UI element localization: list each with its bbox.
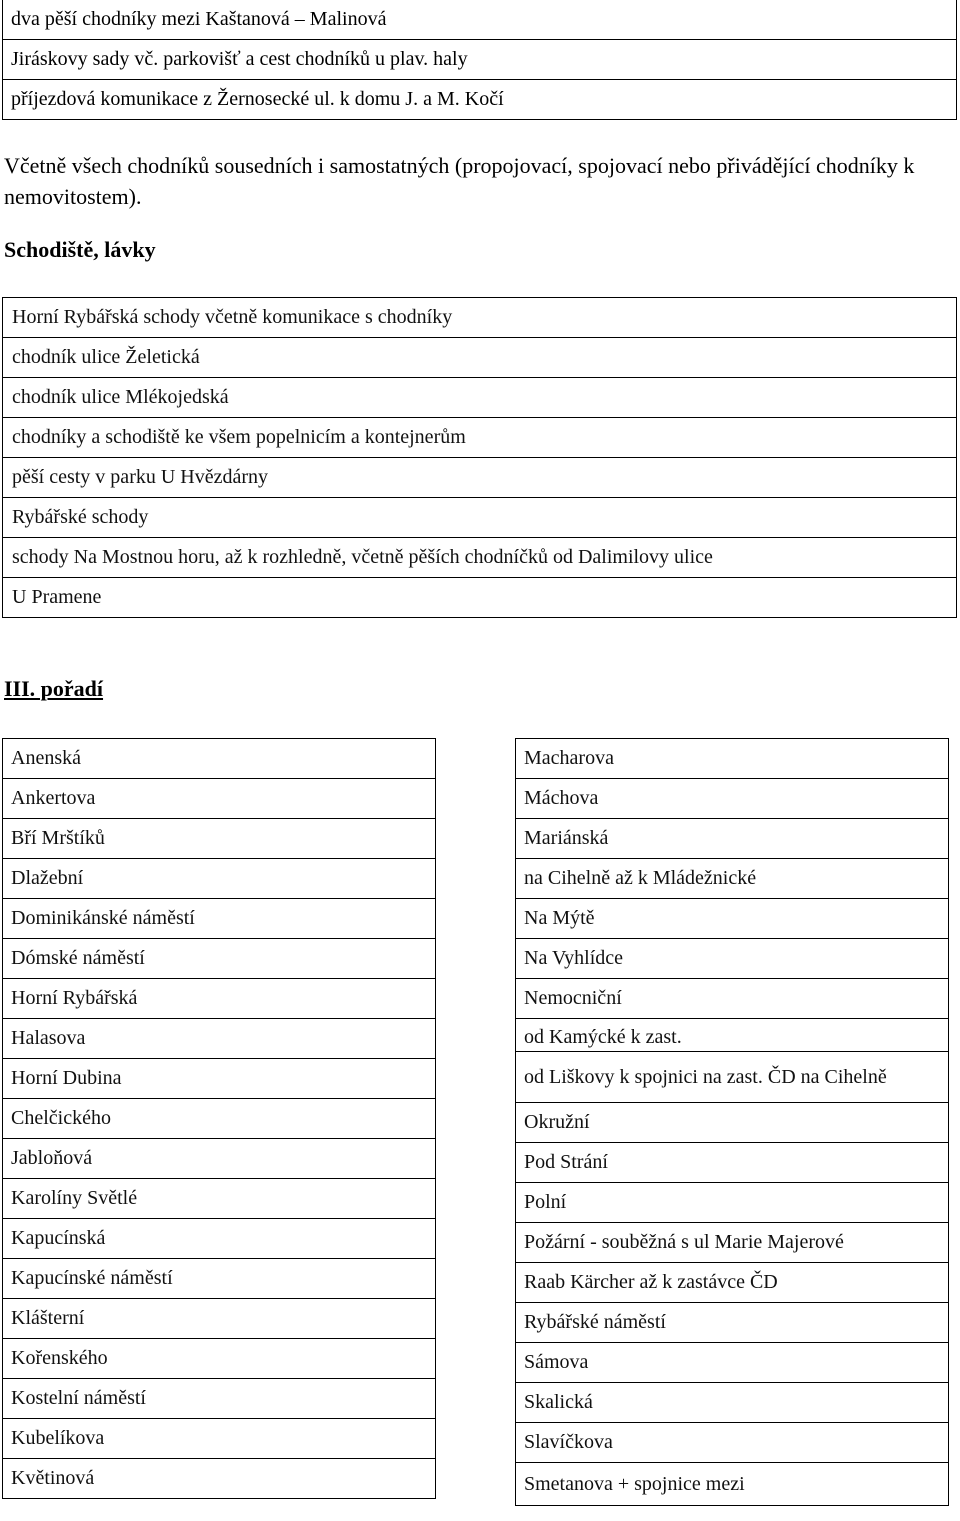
table-row — [3, 578, 957, 618]
section-heading-stairs: Schodiště, lávky — [4, 237, 156, 262]
table-cell: příjezdová komunikace z Žernosecké ul. k domu J. a M. Kočí — [3, 80, 957, 120]
table-row — [3, 0, 957, 40]
table-cell: Anenská — [3, 739, 436, 779]
table-cell: pěší cesty v parku U Hvězdárny — [3, 458, 957, 498]
table-row — [3, 899, 436, 939]
table-cell: Klášterní — [3, 1299, 436, 1339]
table-cell: schody Na Mostnou horu, až k rozhledně, včetně pěších chodníčků od Dalimilovy ulice — [3, 538, 957, 578]
table-row — [516, 739, 949, 779]
table-row — [3, 378, 957, 418]
table-row — [516, 859, 949, 899]
table-row — [3, 40, 957, 80]
table-cell: Na Vyhlídce — [516, 939, 949, 979]
table-row — [3, 1179, 436, 1219]
table-row — [516, 979, 949, 1019]
table-cell: Macharova — [516, 739, 949, 779]
street-list-left — [2, 738, 436, 1499]
table-row — [516, 1343, 949, 1383]
table-cell: dva pěší chodníky mezi Kaštanová – Malinová — [3, 0, 957, 40]
table-row — [516, 1143, 949, 1183]
table-row — [3, 739, 436, 779]
table-cell: Kořenského — [3, 1339, 436, 1379]
table-cell: Dómské náměstí — [3, 939, 436, 979]
table-cell: chodník ulice Želetická — [3, 338, 957, 378]
table-cell: Skalická — [516, 1383, 949, 1423]
table-row — [3, 1379, 436, 1419]
table-cell: Mariánská — [516, 819, 949, 859]
table-cell: Dlažební — [3, 859, 436, 899]
table-row — [516, 1303, 949, 1343]
table-cell: Požární - souběžná s ul Marie Majerové — [516, 1223, 949, 1263]
table-row — [3, 819, 436, 859]
table-row — [3, 939, 436, 979]
table-row — [516, 1463, 949, 1506]
table-row — [3, 1299, 436, 1339]
table-row — [516, 819, 949, 859]
table-cell: Ankertova — [3, 779, 436, 819]
table-row — [3, 298, 957, 338]
table-row — [3, 979, 436, 1019]
table-cell: Chelčického — [3, 1099, 436, 1139]
table-row — [3, 1259, 436, 1299]
table-cell: Karolíny Světlé — [3, 1179, 436, 1219]
table-cell: chodník ulice Mlékojedská — [3, 378, 957, 418]
table-cell: Horní Rybářská schody včetně komunikace s chodníky — [3, 298, 957, 338]
table-row — [3, 859, 436, 899]
table-cell: Nemocniční — [516, 979, 949, 1019]
table-cell: chodníky a schodiště ke všem popelnicím a kontejnerům — [3, 418, 957, 458]
table-cell: od Kamýcké k zast. — [516, 1019, 949, 1052]
table-row — [3, 1059, 436, 1099]
table-cell: Dominikánské náměstí — [3, 899, 436, 939]
table-cell: Pod Strání — [516, 1143, 949, 1183]
table-row — [3, 1139, 436, 1179]
table-cell: Smetanova + spojnice mezi — [516, 1463, 949, 1506]
table-row — [516, 1263, 949, 1303]
table-cell: Halasova — [3, 1019, 436, 1059]
table-cell: na Cihelně až k Mládežnické — [516, 859, 949, 899]
table-cell: Kapucínská — [3, 1219, 436, 1259]
table-cell: Jabloňová — [3, 1139, 436, 1179]
stairs-table — [2, 297, 957, 618]
table-cell: U Pramene — [3, 578, 957, 618]
table-row — [516, 1223, 949, 1263]
table-row — [3, 1099, 436, 1139]
table-row — [3, 1459, 436, 1499]
table-cell: Horní Rybářská — [3, 979, 436, 1019]
section-heading-order: III. pořadí — [4, 676, 104, 701]
table-cell: Kostelní náměstí — [3, 1379, 436, 1419]
description-paragraph: Včetně všech chodníků sousedních i samostatných (propojovací, spojovací nebo přivádějící chodníky k nemovitostem). — [4, 153, 915, 209]
street-list-right — [515, 738, 949, 1506]
table-row — [3, 80, 957, 120]
table-cell: Na Mýtě — [516, 899, 949, 939]
table-row — [3, 458, 957, 498]
table-row — [3, 1339, 436, 1379]
top-table — [2, 0, 957, 120]
table-cell: Okružní — [516, 1103, 949, 1143]
table-row — [3, 779, 436, 819]
table-row — [516, 1103, 949, 1143]
table-row — [516, 1019, 949, 1052]
table-row — [3, 1219, 436, 1259]
table-row — [3, 338, 957, 378]
table-cell: od Liškovy k spojnici na zast. ČD na Cihelně — [516, 1052, 949, 1103]
table-row — [516, 779, 949, 819]
table-row — [3, 498, 957, 538]
table-cell: Kubelíkova — [3, 1419, 436, 1459]
table-row — [516, 1183, 949, 1223]
table-cell: Kapucínské náměstí — [3, 1259, 436, 1299]
table-cell: Rybářské schody — [3, 498, 957, 538]
table-cell: Jiráskovy sady vč. parkovišť a cest chodníků u plav. haly — [3, 40, 957, 80]
table-row — [3, 1419, 436, 1459]
table-cell: Máchova — [516, 779, 949, 819]
table-row — [3, 538, 957, 578]
table-row — [516, 899, 949, 939]
table-cell: Polní — [516, 1183, 949, 1223]
table-cell: Slavíčkova — [516, 1423, 949, 1463]
table-cell: Sámova — [516, 1343, 949, 1383]
table-cell: Bří Mrštíků — [3, 819, 436, 859]
table-row — [516, 939, 949, 979]
table-row — [516, 1423, 949, 1463]
table-row — [516, 1383, 949, 1423]
table-cell: Rybářské náměstí — [516, 1303, 949, 1343]
table-row — [3, 1019, 436, 1059]
table-cell: Raab Kärcher až k zastávce ČD — [516, 1263, 949, 1303]
table-row — [516, 1052, 949, 1103]
table-row — [3, 418, 957, 458]
table-cell: Horní Dubina — [3, 1059, 436, 1099]
table-cell: Květinová — [3, 1459, 436, 1499]
